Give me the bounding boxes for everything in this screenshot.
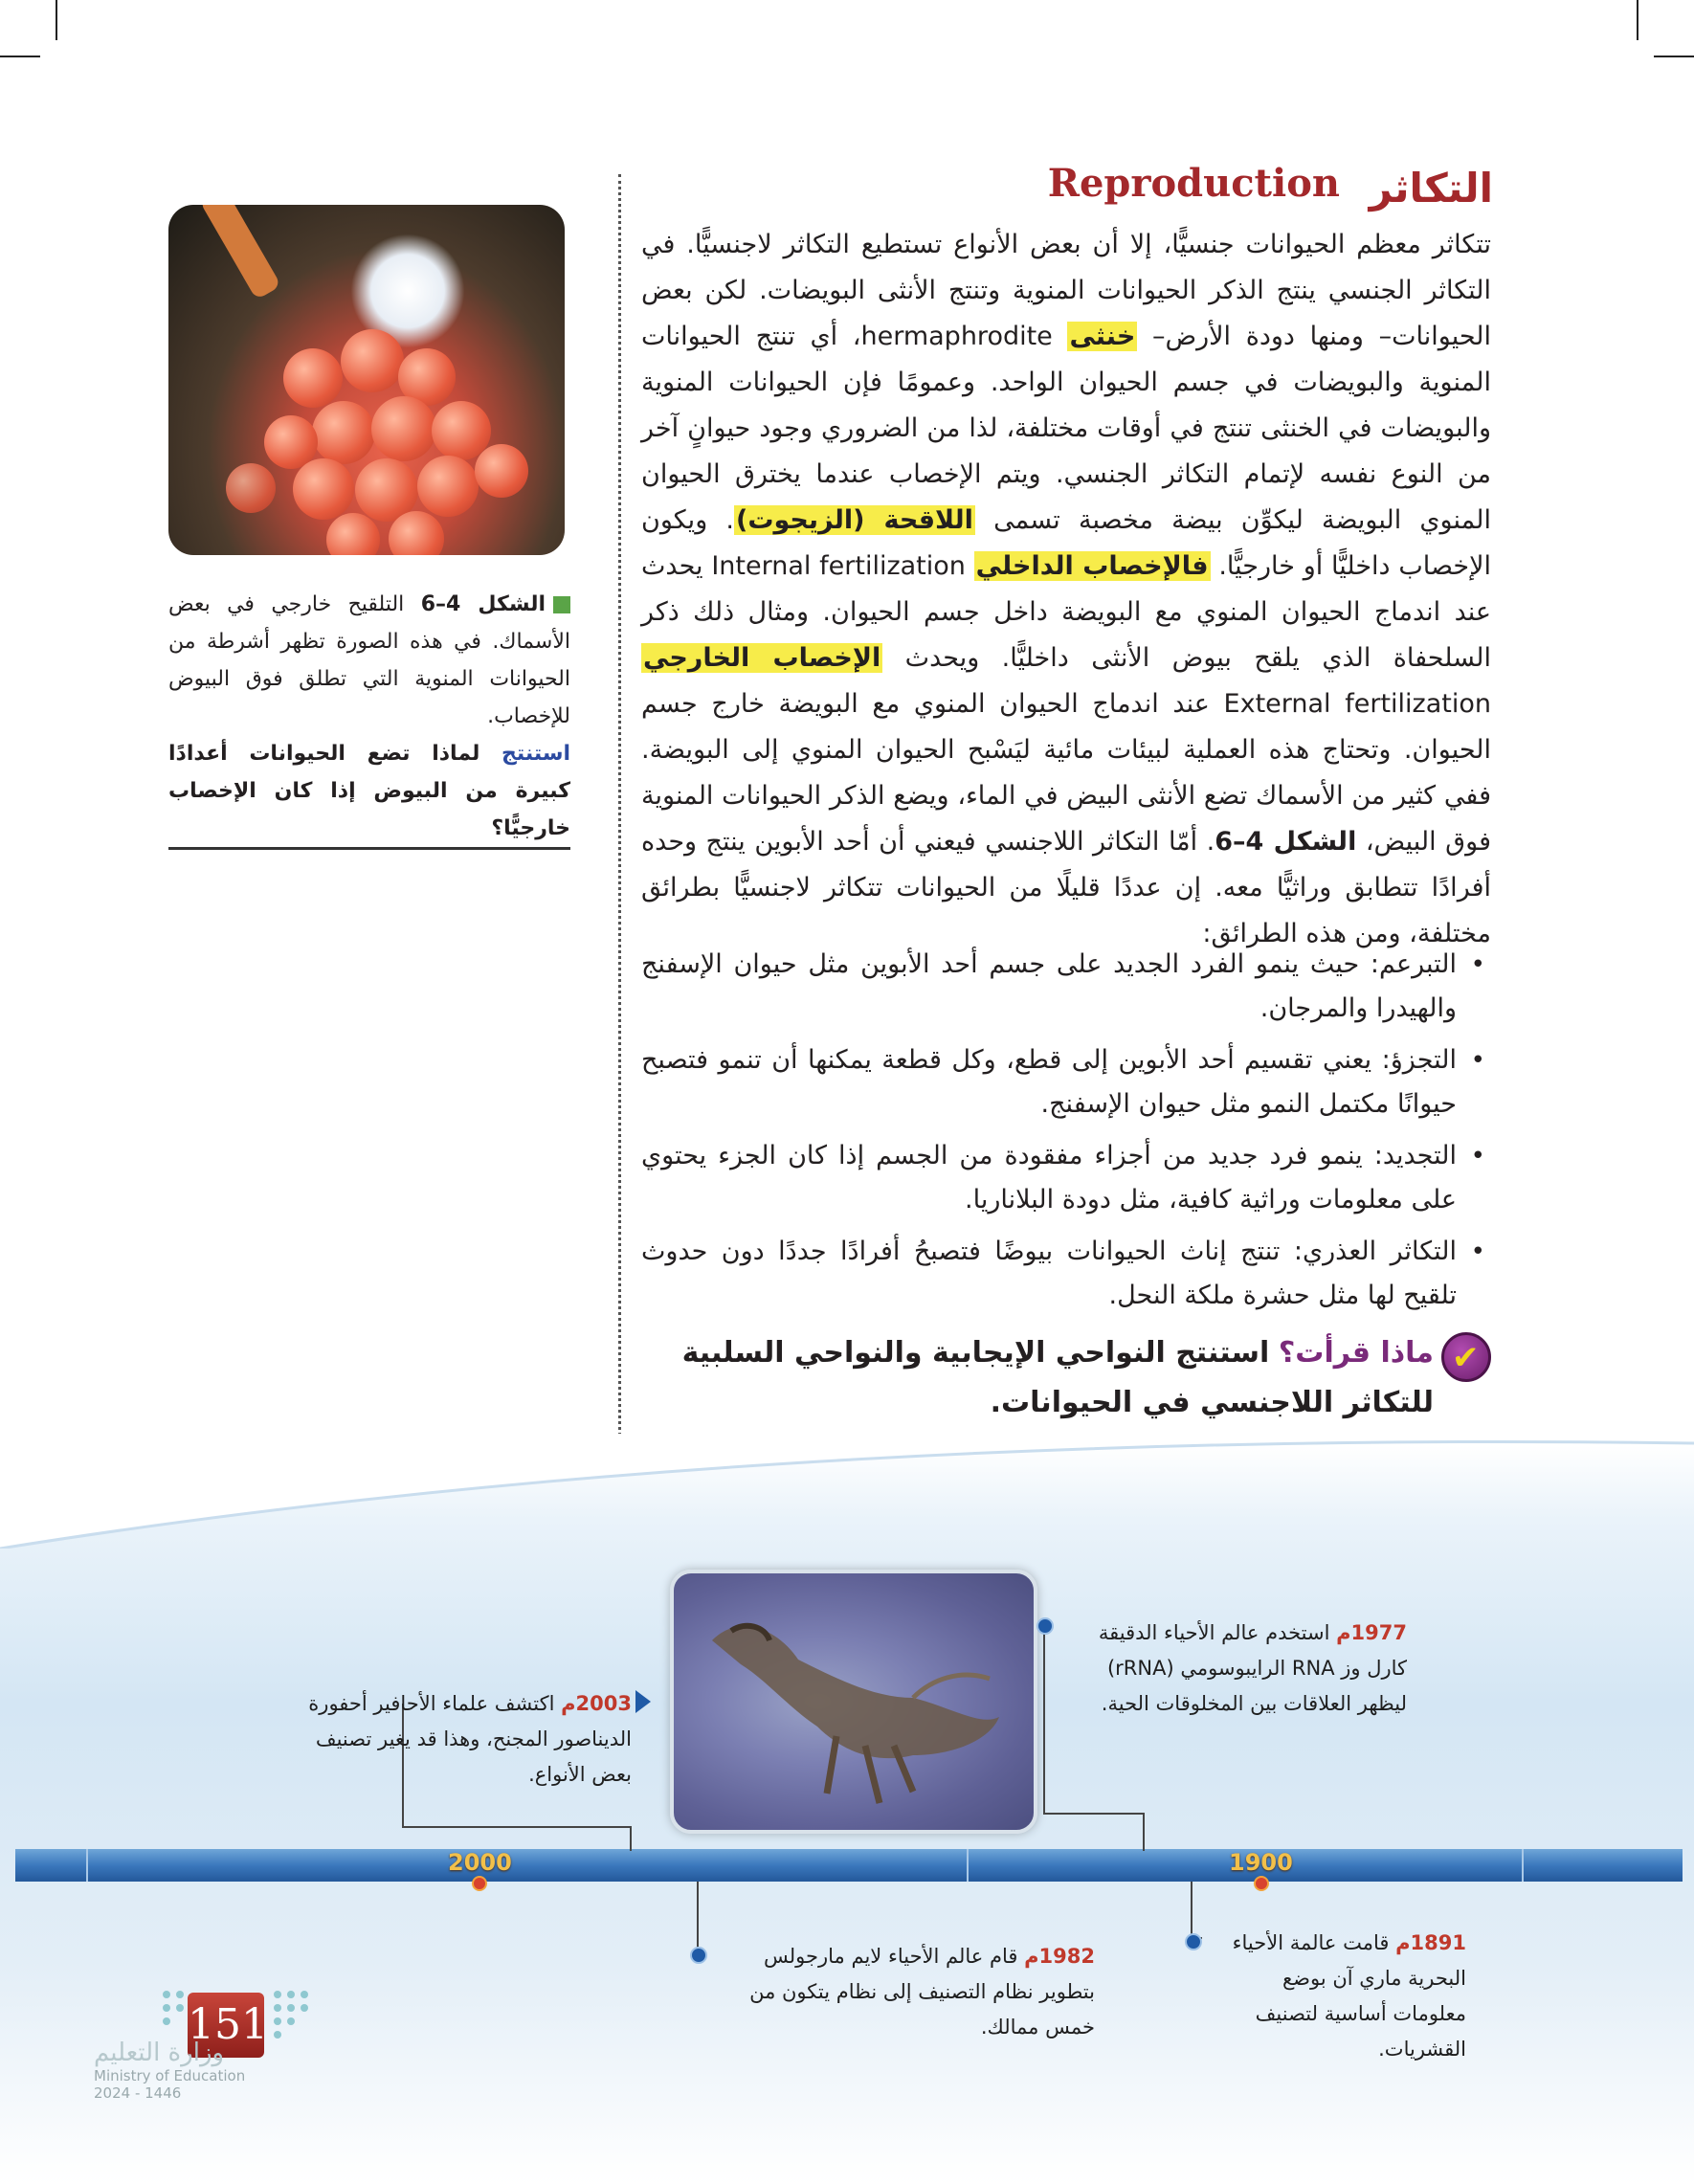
connector-line	[630, 1826, 632, 1851]
connector-line	[402, 1826, 632, 1828]
egg-graphic	[283, 348, 343, 408]
connector-line	[697, 1882, 699, 1950]
reading-check-label: ماذا قرأت؟	[1278, 1336, 1434, 1370]
list-item: • التكاثر العذري: تنتج إناث الحيوانات بيوضًا فتصبحُ أفرادًا جددًا دون حدوث تلقيح لها مثل حشرة ملكة النحل.	[641, 1230, 1491, 1318]
egg-graphic	[293, 458, 354, 520]
timeline-curve	[0, 1434, 1694, 1549]
egg-graphic	[312, 401, 375, 464]
figure-caption-text: التلقيح خارجي في بعض الأسماك. في هذه الصورة تظهر أشرطة من الحيوانات المنوية التي تطلق فوق البيوض للإخصاب.	[168, 592, 570, 728]
event-year: 1891م	[1395, 1931, 1466, 1954]
event-arrow-icon	[635, 1690, 651, 1713]
fish-eggs-photo	[168, 205, 565, 555]
year-marker-dot	[1254, 1876, 1269, 1891]
list-item: • التجديد: ينمو فرد جديد من أجزاء مفقودة من الجسم إذا كان الجزء يحتوي على معلومات وراثية كافية، مثل دودة البلاناريا.	[641, 1134, 1491, 1222]
egg-graphic	[417, 456, 479, 517]
event-year: 2003م	[561, 1692, 632, 1715]
body-text-2: hermaphrodite، أي تنتج الحيوانات المنوية والبويضات في جسم الحيوان الواحد. وعمومًا فإن الحيوانات المنوية والبويضات في الخنثى تنتج في أوقات مختلفة، لذا من الضروري وجود حيوانٍ آخر من النوع نفسه لإتمام التكاثر الجنسي. ويتم الإخصاب عندما يخترق الحيوان المنوي البويضة ليكوِّن بيضة مخصبة تسمى	[641, 322, 1491, 535]
figure-question: لماذا تضع الحيوانات أعدادًا كبيرة من البيوض إذا كان الإخصاب خارجيًّا؟	[168, 742, 570, 840]
term-external-fertilization: الإخصاب الخارجي	[643, 643, 881, 673]
edition-year: 2024 - 1446	[94, 2084, 182, 2102]
timeline-event-1891	[1208, 1926, 1466, 2067]
timeline-tick	[967, 1849, 969, 1882]
timeline-year-2000: 2000	[448, 1849, 512, 1876]
body-text-1: تتكاثر معظم الحيوانات جنسيًّا، إلا أن بعض الأنواع تستطيع التكاثر لاجنسيًّا. في التكاثر الجنسي ينتج الذكر الحيوانات المنوية وتنتج الأنثى البويضات. لكن بعض الحيوانات– ومنها دودة الأرض–	[641, 230, 1491, 351]
checkmark-icon	[1441, 1332, 1491, 1382]
figure-reference: الشكل 4–6	[1215, 827, 1357, 857]
connector-line	[1043, 1813, 1145, 1815]
body-text-4: Internal fertilization يحدث عند اندماج الحيوان المنوي مع البويضة داخل جسم الحيوان. ومثال ذلك ذكر السلحفاة الذي يلقح بيوض الأنثى داخليًّا. ويحدث	[641, 551, 1491, 673]
egg-graphic	[371, 396, 436, 461]
list-item: • التجزؤ: يعني تقسيم أحد الأبوين إلى قطع، وكل قطعة يمكنها أن تنمو فتصبح حيوانًا مكتمل النمو مثل حيوان الإسفنج.	[641, 1038, 1491, 1126]
figure-label: الشكل 4–6	[420, 592, 546, 616]
ministry-logo	[94, 2039, 285, 2102]
body-text-5: External fertilization عند اندماج الحيوان المنوي مع البويضة خارج جسم الحيوان. وتحتاج هذه العملية لبيئات مائية ليَسْبح الحيوان المنوي إلى البويضة. ففي كثير من الأسماك تضع الأنثى البيض في الماء، ويضع الذكر الحيوانات المنوية فوق البيض،	[641, 689, 1491, 857]
event-text: قامت عالمة الأحياء البحرية ماري آن بوضع معلومات أساسية لتصنيف القشريات.	[1232, 1931, 1466, 2061]
feathered-dinosaur-fossil	[674, 1573, 1034, 1830]
page-number: 151	[188, 1993, 264, 2058]
reading-check	[641, 1328, 1491, 1428]
event-year: 1977م	[1336, 1621, 1407, 1644]
egg-graphic	[341, 329, 404, 392]
stem-graphic	[199, 205, 281, 300]
event-dot-icon	[1185, 1933, 1202, 1950]
column-divider	[618, 174, 621, 1453]
body-text-3: . ويكون الإخصاب داخليًّا أو خارجيًّا.	[641, 505, 1491, 581]
timeline-event-2003	[306, 1686, 632, 1793]
crop-mark	[1637, 0, 1638, 40]
event-text: اكتشف علماء الأحافير أحفورة الديناصور المجنح، وهذا قد يغير تصنيف بعض الأنواع.	[308, 1692, 632, 1786]
section-title	[1047, 161, 1493, 218]
egg-graphic	[389, 511, 444, 555]
reading-check-text	[641, 1328, 1491, 1428]
connector-line	[1043, 1627, 1045, 1815]
event-text: قام عالم الأحياء لايم مارجولس بتطوير نظام التصنيف إلى نظام يتكون من خمس ممالك.	[749, 1945, 1095, 2039]
body-text-6: . أمّا التكاثر اللاجنسي فيعني أن أحد الأبوين ينتج وحده أفرادًا تتطابق وراثيًّا معه. إن عددًا قليلًا من الحيوانات تتكاثر لاجنسيًّا بطرائق مختلفة، ومن هذه الطرائق:	[641, 827, 1491, 948]
term-hermaphrodite: خنثى	[1069, 322, 1136, 351]
section-title-en: Reproduction	[1047, 161, 1340, 206]
timeline-event-1982	[712, 1939, 1095, 2045]
green-square-icon	[553, 596, 570, 613]
timeline-tick	[1522, 1849, 1524, 1882]
crop-mark	[1654, 56, 1694, 57]
year-marker-dot	[472, 1876, 487, 1891]
figure-caption	[168, 586, 570, 847]
caption-rule	[168, 847, 570, 850]
ministry-name-en: Ministry of Education	[94, 2067, 246, 2084]
egg-graphic	[475, 444, 528, 498]
connector-line	[1143, 1813, 1145, 1851]
section-title-ar: التكاثر	[1369, 165, 1493, 212]
egg-graphic	[326, 513, 380, 555]
ministry-name-ar: وزارة التعليم	[94, 2039, 225, 2067]
timeline-event-1977	[1062, 1616, 1407, 1722]
term-zygote: اللاقحة (الزيجوت)	[736, 505, 973, 535]
list-item: • التبرعم: حيث ينمو الفرد الجديد على جسم أحد الأبوين مثل حيوان الإسفنج والهيدرا والمرجان.	[641, 943, 1491, 1031]
event-dot-icon	[690, 1947, 707, 1964]
crop-mark	[0, 56, 40, 57]
egg-graphic	[226, 463, 276, 513]
connector-line	[1191, 1882, 1192, 1939]
event-year: 1982م	[1024, 1945, 1095, 1968]
fossil-photo	[670, 1570, 1037, 1834]
timeline-bar	[15, 1849, 1683, 1882]
asexual-methods-list	[641, 943, 1491, 1326]
body-paragraph	[641, 222, 1491, 957]
event-text: استخدم عالم الأحياء الدقيقة كارل وز RNA الرايبوسومي (rRNA) ليظهر العلاقات بين المخلوقات الحية.	[1098, 1621, 1407, 1715]
figure-question-label: استنتج	[502, 742, 570, 766]
timeline-year-1900: 1900	[1229, 1849, 1293, 1876]
crop-mark	[56, 0, 57, 40]
term-internal-fertilization: فالإخصاب الداخلي	[975, 551, 1209, 581]
reading-check-question: استنتج النواحي الإيجابية والنواحي السلبية للتكاثر اللاجنسي في الحيوانات.	[681, 1336, 1434, 1419]
timeline-tick	[86, 1849, 88, 1882]
event-dot-icon	[1036, 1617, 1054, 1635]
